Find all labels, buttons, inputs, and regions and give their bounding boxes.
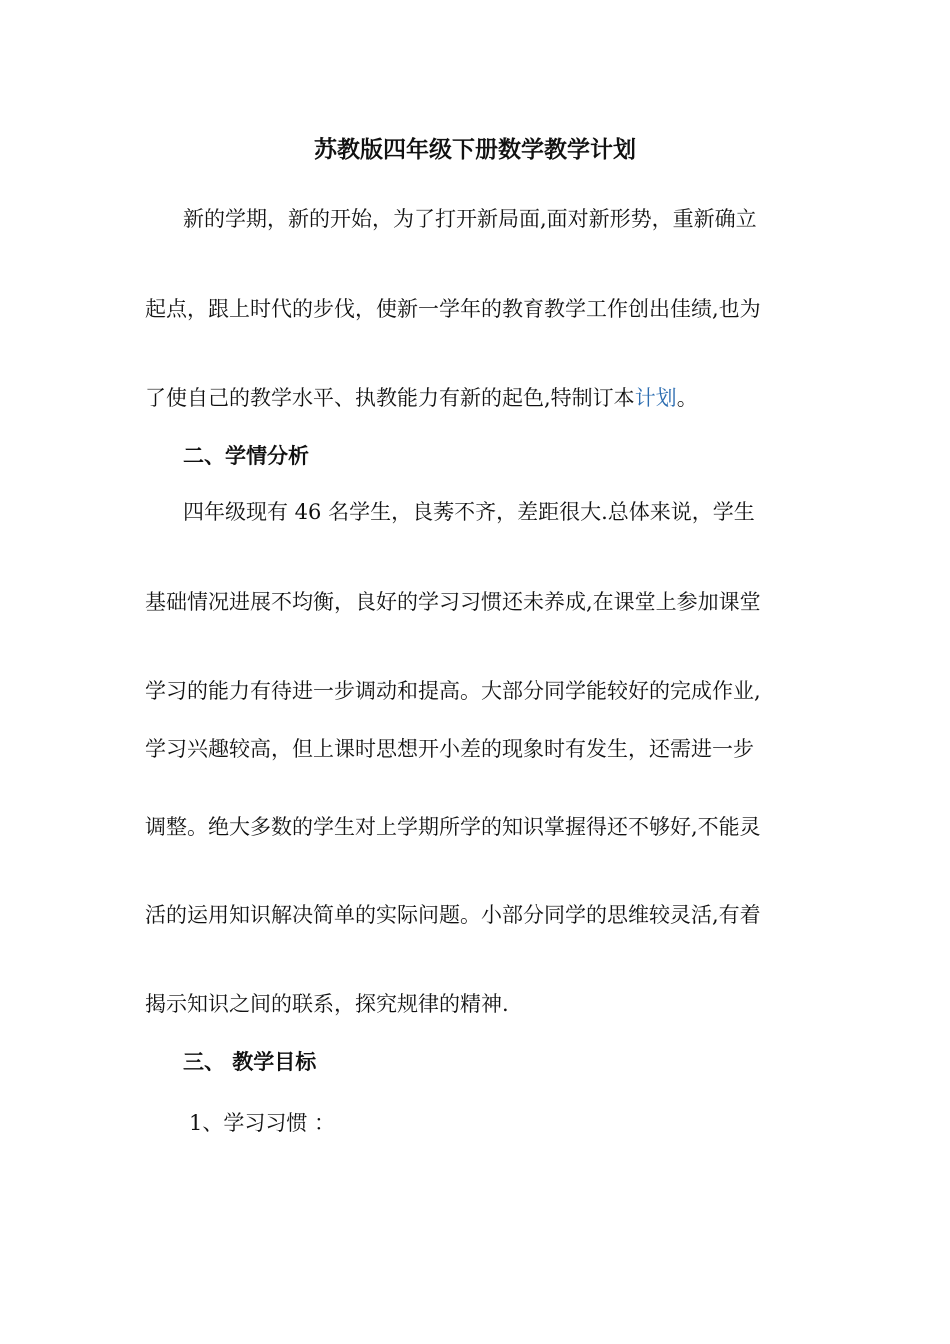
- section-heading-student-analysis: 二、学情分析: [183, 443, 309, 468]
- analysis-line-4: 学习兴趣较高，但上课时思想开小差的现象时有发生，还需进一步: [145, 737, 754, 761]
- intro-line-1: 新的学期，新的开始，为了打开新局面,面对新形势，重新确立: [183, 207, 757, 231]
- analysis-line-2: 基础情况进展不均衡，良好的学习习惯还未养成,在课堂上参加课堂: [145, 590, 761, 614]
- intro-line-2: 起点，跟上时代的步伐，使新一学年的教育教学工作创出佳绩,也为: [145, 297, 761, 321]
- analysis-line-7: 揭示知识之间的联系，探究规律的精神.: [145, 992, 509, 1016]
- analysis-line-3: 学习的能力有待进一步调动和提高。大部分同学能较好的完成作业,: [145, 679, 761, 703]
- goal-item-1: 1、学习习惯 ：: [189, 1111, 336, 1135]
- intro-line-3: [145, 383, 698, 413]
- plan-link[interactable]: 计划: [634, 386, 677, 410]
- analysis-line-1: 四年级现有 46 名学生，良莠不齐，差距很大.总体来说，学生: [183, 500, 755, 524]
- analysis-line-6: 活的运用知识解决简单的实际问题。小部分同学的思维较灵活,有着: [145, 903, 761, 927]
- section-heading-teaching-goals: 三、 教学目标: [183, 1049, 317, 1074]
- analysis-line-5: 调整。绝大多数的学生对上学期所学的知识掌握得还不够好,不能灵: [145, 815, 761, 839]
- intro-line-3-end: 。: [676, 386, 698, 410]
- document-title: 苏教版四年级下册数学教学计划: [314, 136, 636, 163]
- intro-line-3-text: 了使自己的教学水平、执教能力有新的起色,特制订本: [145, 386, 635, 410]
